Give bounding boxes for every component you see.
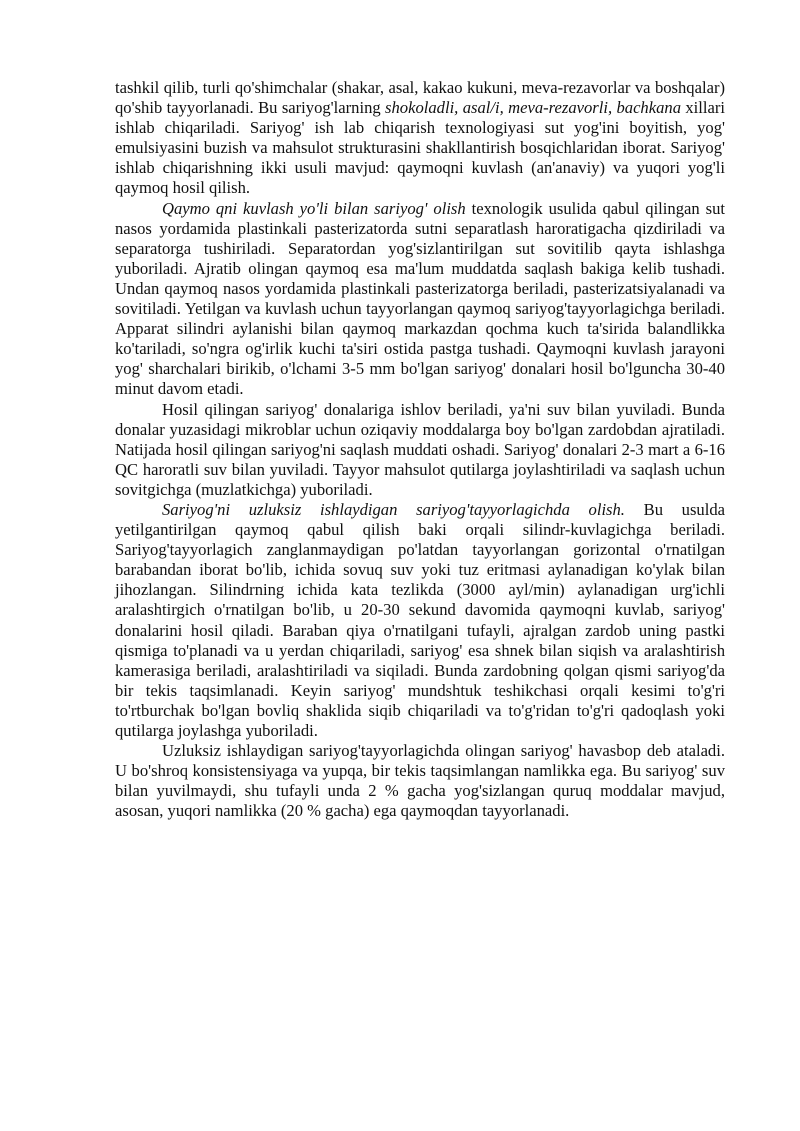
paragraph-text: Bu usulda yetilgantirilgan qaymoq qabul qilish baki orqali silindr-kuvlagichga beriladi. Sariyog'tayyorlagich zanglanmaydigan po'latdan tayyorlangan gorizontal o'rnatilgan barabandan iborat bo'lib, ichida sovuq suv yoki tuz eritmasi aylanadigan ko'ylak bilan jihozlangan. Silindrning ichida kata tezlikda (3000 ayl/min) aylanadigan urg'ichli aralashtirgich o'rnatilgan bo'lib, u 20-30 sekund davomida qaymoqni kuvlab, sariyog' donalarini hosil qiladi. Baraban qiya o'rnatilgani tufayli, ajralgan zardob uning pastki qismiga to'planadi va u yerdan chiqariladi, sariyog' esa shnek bilan siqish va aralashtirish kamerasiga beriladi, aralashtiriladi va siqiladi. Bunda zardobning qolgan qismi sariyog'da bir tekis taqsimlanadi. Keyin sariyog' mundshtuk teshikchasi orqali kesimi to'g'ri to'rtburchak bo'lgan bovliq shaklida siqib chiqariladi va to'g'ridan to'g'ri qadoqlash yoki qutilarga joylashga yuboriladi. — [115, 499, 725, 740]
italic-term: shokoladli, asal/i, meva-rezavorli, bachkana — [385, 98, 681, 118]
paragraph-text: xillari ishlab chiqariladi. Sariyog' ish lab chiqarish texnologiyasi sut yog'ini boyitish, yog' emulsiyasini buzish va mahsulot strukturasini shakllantirish bosqichlaridan iborat. Sariyog' ishlab chiqarishning ikki usuli mavjud: qaymoqni kuvlash (an'anaviy) va yuqori yog'li qaymoq hosil qilish. — [115, 98, 726, 198]
body-paragraph — [115, 500, 725, 741]
paragraph-text: texnologik usulida qabul qilingan sut nasos yordamida plastinkali pasterizatorda sutni separatlash haroratigacha qizdiriladi va separatorga tushiriladi. Separatordan yog'sizlantirilgan sut sovitilib qayta ishlashga yuboriladi. Ajratib olingan qaymoq esa ma'lum muddatda saqlash bakiga kelib tushadi. Undan qaymoq nasos yordamida plastinkali pasterizatorga beriladi, pasterizatsiyalanadi va sovitiladi. Yetilgan va kuvlash uchun tayyorlangan qaymoq sariyog'tayyorlagichga beriladi. Apparat silindri aylanishi bilan qaymoq markazdan qochma kuch ta'sirida balandlikka ko'tariladi, so'ngra og'irlik kuchi ta'siri ostida pastga tushadi. Qaymoqni kuvlash jarayoni yog' sharchalari birikib, o'lchami 3-5 mm bo'lgan sariyog' donalari hosil bo'lguncha 30-40 minut davom etadi. — [115, 198, 725, 399]
paragraph-text: tashkil qilib, turli qo'shimchalar (shakar, asal, kakao kukuni, meva-rezavorlar va boshqalar) qo'shib tayyorlanadi. Bu sariyog'larning — [115, 78, 725, 118]
body-paragraph — [115, 199, 725, 400]
italic-term: Qaymo qni kuvlash yo'li bilan sariyog' olish — [162, 198, 466, 218]
italic-term: Sariyog'ni uzluksiz ishlaydigan sariyog'tayyorlagichda olish. — [162, 499, 625, 519]
body-paragraph — [115, 78, 725, 199]
document-page — [115, 78, 725, 821]
paragraph-text: Uzluksiz ishlaydigan sariyog'tayyorlagichda olingan sariyog' havasbop deb ataladi. U bo'shroq konsistensiyaga va yupqa, bir tekis taqsimlangan namlikka ega. Bu sariyog' suv bilan yuvilmaydi, shu tufayli unda 2 % gacha yog'sizlangan quruq moddalar mavjud, asosan, yuqori namlikka (20 % gacha) ega qaymoqdan tayyorlanadi. — [115, 741, 725, 821]
body-paragraph — [115, 741, 725, 821]
body-paragraph — [115, 400, 725, 500]
paragraph-text: Hosil qilingan sariyog' donalariga ishlov beriladi, ya'ni suv bilan yuviladi. Bunda donalar yuzasidagi mikroblar uchun oziqaviy moddalarga boy bo'lgan zardobdan ajratiladi. Natijada hosil qilingan sariyog'ni saqlash muddati oshadi. Sariyog' donalari 2-3 mart a 6-16 QC haroratli suv bilan yuviladi. Tayyor mahsulot qutilarga joylashtiriladi va saqlash uchun sovitgichga (muzlatkichga) yuboriladi. — [115, 399, 725, 499]
